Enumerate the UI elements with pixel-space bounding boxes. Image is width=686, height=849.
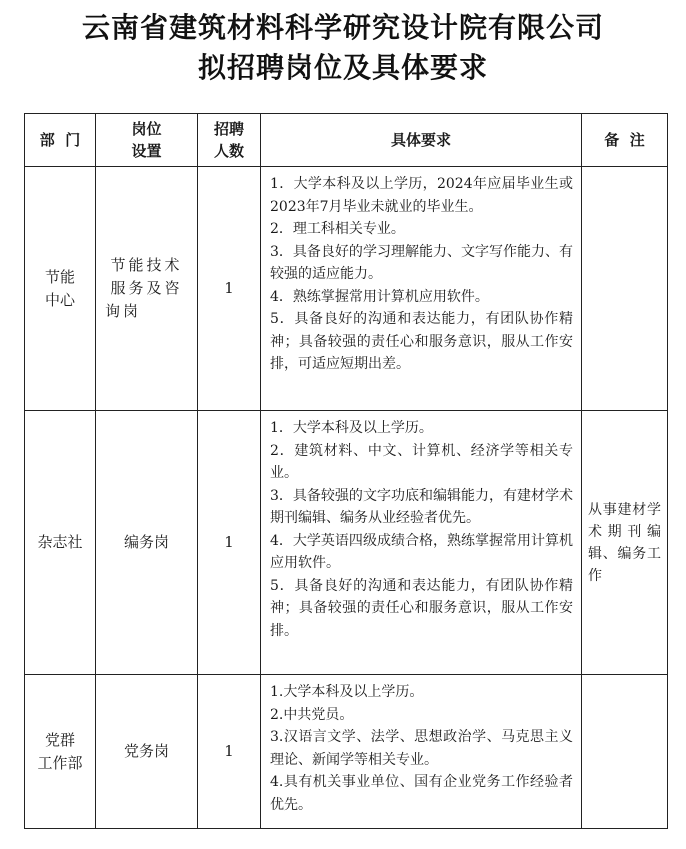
requirement-item: 2．理工科相关专业。 [270,221,405,237]
note-cell: 从事建材学术期刊编辑、编务工作 [582,411,668,675]
header-position: 岗位 设置 [96,114,198,167]
position-cell: 党务岗 [96,675,198,829]
table-header-row [25,114,668,167]
requirements-cell [261,167,582,411]
dept-cell: 节能 中心 [25,167,96,411]
requirement-item: 4．熟练掌握常用计算机应用软件。 [270,288,489,305]
dept-cell: 党群 工作部 [25,675,96,829]
dept-cell: 杂志社 [25,411,96,675]
requirement-item: 2．建筑材料、中文、计算机、经济学等相关专业。 [270,442,573,481]
requirement-item: 1．大学本科及以上学历。 [270,420,433,436]
note-cell [582,167,668,411]
requirements-cell [261,675,582,829]
requirement-item: 4.具有机关事业单位、国有企业党务工作经验者优先。 [270,774,573,813]
requirements-cell [261,411,582,675]
header-count: 招聘 人数 [198,114,261,167]
count-cell: 1 [198,167,261,411]
requirement-item: 4．大学英语四级成绩合格，熟练掌握常用计算机应用软件。 [270,532,573,571]
requirement-item: 2.中共党员。 [270,706,354,723]
document-title-line-2: 拟招聘岗位及具体要求 [197,51,488,84]
note-cell [582,675,668,829]
requirement-item: 1．大学本科及以上学历，2024年应届毕业生或2023年7月毕业未就业的毕业生。 [270,176,573,215]
header-requirements: 具体要求 [261,114,582,167]
requirement-item: 1.大学本科及以上学历。 [270,684,424,700]
requirement-item: 3．具备良好的学习理解能力、文字写作能力、有较强的适应能力。 [270,243,573,282]
count-cell: 1 [198,675,261,829]
table-row [25,675,668,829]
table-row [25,411,668,675]
positions-table [24,113,668,829]
requirement-item: 3．具备较强的文字功底和编辑能力，有建材学术期刊编辑、编务从业经验者优先。 [270,487,573,526]
table-row [25,167,668,411]
count-cell: 1 [198,411,261,675]
requirement-item: 5．具备良好的沟通和表达能力，有团队协作精神；具备较强的责任心和服务意识，服从工作安排。 [270,577,573,639]
header-notes: 备 注 [582,114,668,167]
requirement-item: 3.汉语言文学、法学、思想政治学、马克思主义理论、新闻学等相关专业。 [270,729,573,768]
header-dept: 部 门 [25,114,96,167]
requirement-item: 5．具备良好的沟通和表达能力，有团队协作精神；具备较强的责任心和服务意识，服从工作安排，可适应短期出差。 [270,311,573,372]
position-cell: 节能技术 服务及咨 询岗 [96,167,198,411]
position-cell: 编务岗 [96,411,198,675]
document-title-line-1: 云南省建筑材料科学研究设计院有限公司 [81,11,604,44]
